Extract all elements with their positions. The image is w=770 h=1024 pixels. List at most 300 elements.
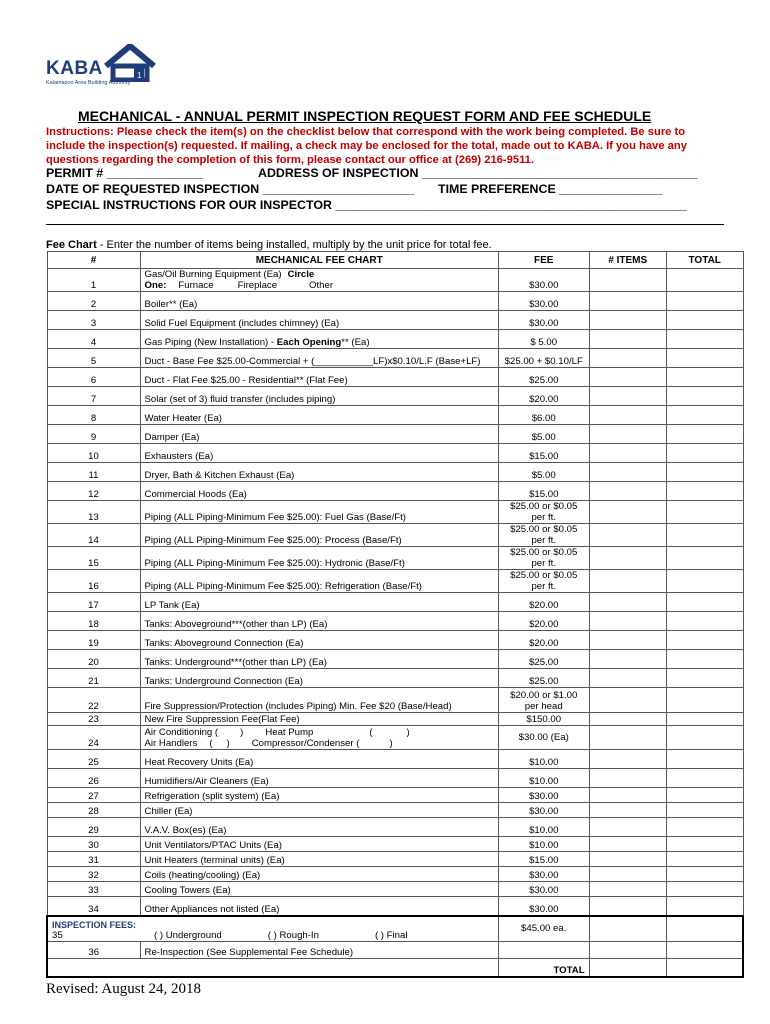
row-number: 16 [47,570,140,593]
items-input[interactable] [589,482,666,501]
table-row [47,750,743,769]
total-cell [666,750,743,769]
ac-label: Air Conditioning ( [144,727,219,738]
row-desc-text: Duct - Flat Fee $25.00 - Residential** (Flat Fee) [144,375,348,386]
items-input[interactable] [589,788,666,803]
items-input[interactable] [589,631,666,650]
row-desc-text: Unit Heaters (terminal units) (Ea) [144,855,285,866]
total-cell [666,916,743,942]
row-fee: $30.00 [498,803,589,818]
row-desc-text: Gas/Oil Burning Equipment (Ea) [144,269,282,280]
row-desc-text: Piping (ALL Piping-Minimum Fee $25.00): Refrigeration (Base/Ft) [144,581,422,592]
total-cell [666,688,743,713]
row-description [140,788,498,803]
row-description [140,867,498,882]
each-opening-label: Each Opening [276,337,342,348]
special-instructions-line[interactable] [46,224,724,225]
row-fee: $30.00 [498,897,589,916]
kaba-logo [46,44,156,92]
items-input[interactable] [589,524,666,547]
row-description [140,570,498,593]
row-number: 21 [47,669,140,688]
table-row [47,788,743,803]
total-cell [666,425,743,444]
row-description [140,368,498,387]
table-row [47,612,743,631]
col-items-header: # ITEMS [589,252,666,269]
total-cell [666,867,743,882]
ah-paren-open: ( [209,738,213,749]
hp-paren-close: ) [406,727,410,738]
row24-line2 [145,738,494,749]
items-input[interactable] [589,368,666,387]
row-number: 1 [47,269,140,292]
total-cell [666,818,743,837]
row-number: 18 [47,612,140,631]
row-number: 36 [47,942,140,959]
total-spacer [47,959,498,977]
row-fee: $25.00 [498,650,589,669]
row-number: 3 [47,311,140,330]
hp-paren-open: ( [369,727,373,738]
row-desc-text: Commercial Hoods (Ea) [144,489,247,500]
logo-tagline: Kalamazoo Area Building Authority [46,80,131,86]
row-fee: $25.00 or $0.05 per ft. [498,570,589,593]
total-cell [666,593,743,612]
row-number: 7 [47,387,140,406]
row-fee: $20.00 [498,631,589,650]
row-description [140,882,498,897]
table-row [47,387,743,406]
row-fee: $6.00 [498,406,589,425]
row-desc-text: Solid Fuel Equipment (includes chimney) (Ea) [144,318,340,329]
row-description [140,444,498,463]
row-desc-text: Tanks: Underground***(other than LP) (Ea) [144,657,327,668]
table-row [47,897,743,916]
svg-text:1: 1 [137,71,142,80]
row-description [140,524,498,547]
inspection-options [140,916,498,942]
row-fee: $10.00 [498,818,589,837]
items-input[interactable] [589,570,666,593]
address-field[interactable]: ADDRESS OF INSPECTION ________________________________________ [258,166,698,180]
table-row [47,803,743,818]
table-row [47,406,743,425]
table-row [47,669,743,688]
table-row [47,942,743,959]
row-desc-text: Dryer, Bath & Kitchen Exhaust (Ea) [144,470,295,481]
revised-date: Revised: August 24, 2018 [46,981,202,997]
table-row [47,570,743,593]
row-fee: $ 5.00 [498,330,589,349]
special-instructions-field[interactable]: SPECIAL INSTRUCTIONS FOR OUR INSPECTOR ___________________________________________________ [46,198,687,212]
table-row [47,444,743,463]
row-number: 28 [47,803,140,818]
row-number: 2 [47,292,140,311]
row-description [140,769,498,788]
total-cell [666,387,743,406]
row-desc-text: Other Appliances not listed (Ea) [144,903,280,915]
table-row [47,547,743,570]
row-fee [498,942,589,959]
col-num-header: # [47,252,140,269]
row-description [140,631,498,650]
row-description [140,269,498,292]
items-input[interactable] [589,269,666,292]
row-desc-text: Piping (ALL Piping-Minimum Fee $25.00): Hydronic (Base/Ft) [144,558,405,569]
row-description [140,406,498,425]
items-input[interactable] [589,803,666,818]
row-desc-text: Piping (ALL Piping-Minimum Fee $25.00): Fuel Gas (Base/Ft) [144,512,406,523]
row-description [140,669,498,688]
row-description [140,547,498,570]
items-input[interactable] [589,769,666,788]
option-furnace: Furnace [178,280,214,291]
items-input[interactable] [589,882,666,897]
col-total-header: TOTAL [666,252,743,269]
row-description [140,463,498,482]
row-number: 25 [47,750,140,769]
total-cell [666,406,743,425]
table-row [47,269,743,292]
table-row [47,593,743,612]
total-cell [666,269,743,292]
col-chart-header: MECHANICAL FEE CHART [140,252,498,269]
row-fee: $25.00 or $0.05 per ft. [498,547,589,570]
row24-line1 [145,727,494,738]
row-number: 31 [47,852,140,867]
table-row [47,311,743,330]
row-fee: $30.00 [498,311,589,330]
table-row [47,837,743,852]
row-number: 26 [47,769,140,788]
items-input[interactable] [589,650,666,669]
table-row [47,688,743,713]
row-desc-text: Refrigeration (split system) (Ea) [144,791,280,802]
row-fee: $45.00 ea. [498,916,589,942]
page-title: MECHANICAL - ANNUAL PERMIT INSPECTION REQUEST FORM AND FEE SCHEDULE [78,108,652,124]
total-cell [666,631,743,650]
items-input[interactable] [589,837,666,852]
row-description [140,425,498,444]
row-number: 29 [47,818,140,837]
ah-paren-close: ) [226,738,230,749]
total-cell [666,769,743,788]
table-row [47,482,743,501]
row-description [140,387,498,406]
table-row [47,650,743,669]
row-fee: $5.00 [498,463,589,482]
table-row [47,713,743,726]
row-fee: $15.00 [498,852,589,867]
inspection-fees-label: INSPECTION FEES: [52,920,137,930]
heat-pump-label: Heat Pump [265,727,314,738]
row-desc-text: Exhausters (Ea) [144,451,214,462]
row-fee: $30.00 [498,867,589,882]
comp-paren-close: ) [389,738,393,749]
option-rough-in: ( ) Rough-In [267,930,319,941]
compressor-label: Compressor/Condenser ( [251,738,360,749]
row-description [140,688,498,713]
row-description [140,330,498,349]
total-cell [666,837,743,852]
permit-field[interactable]: PERMIT # ______________ [46,166,204,180]
table-row [47,818,743,837]
instructions: Instructions: Please check the item(s) on the checklist below that correspond with the work being completed. Be sure to include the inspection(s) requested. If mailing, a check may be enclosed for the total, made out to KABA. If you have any questions regarding the completion of this form, please contact our office at (269) 216-9511. [46,126,687,166]
row-number: 4 [47,330,140,349]
row-fee: $30.00 [498,269,589,292]
row-fee: $15.00 [498,482,589,501]
row-fee: $30.00 [498,788,589,803]
row-description [140,837,498,852]
row-desc-text: Tanks: Aboveground***(other than LP) (Ea) [144,619,328,630]
fee-chart-caption [46,239,492,251]
items-input[interactable] [589,593,666,612]
row-fee: $30.00 (Ea) [498,726,589,750]
row-number: 17 [47,593,140,612]
row-number: 9 [47,425,140,444]
row-number: 33 [47,882,140,897]
ac-paren: ) [240,727,244,738]
items-input[interactable] [589,463,666,482]
row-number: 32 [47,867,140,882]
row-fee: $20.00 [498,387,589,406]
row-number: 10 [47,444,140,463]
row-desc-text: Fire Suppression/Protection (includes Piping) Min. Fee $20 (Base/Head) [144,701,452,712]
logo-name: KABA [46,58,103,79]
row-desc-text: Chiller (Ea) [144,806,193,817]
row-description [140,593,498,612]
row-number-35: 35 [52,930,63,941]
row-fee: $25.00 or $0.05 per ft. [498,524,589,547]
option-other: Other [309,280,334,291]
total-cell [666,612,743,631]
grand-total-input[interactable] [666,959,743,977]
items-input[interactable] [589,916,666,942]
row-desc-text: Damper (Ea) [144,432,200,443]
row-fee: $30.00 [498,292,589,311]
row-number: 11 [47,463,140,482]
table-row [47,463,743,482]
row-number: 19 [47,631,140,650]
circle-one-label: Circle One: [144,269,315,291]
total-cell [666,570,743,593]
row-desc-text: Unit Ventilators/PTAC Units (Ea) [144,840,282,851]
row-fee: $5.00 [498,425,589,444]
total-label: TOTAL [498,959,589,977]
time-preference-field[interactable]: TIME PREFERENCE _______________ [438,182,663,196]
total-cell [666,942,743,959]
row-number: 20 [47,650,140,669]
row-description [140,818,498,837]
row-fee: $25.00 [498,669,589,688]
table-row [47,631,743,650]
row-fee: $20.00 [498,612,589,631]
total-cell [666,726,743,750]
items-input[interactable] [589,867,666,882]
row-fee: $150.00 [498,713,589,726]
row-number: 34 [47,897,140,916]
row-fee: $20.00 [498,593,589,612]
total-cell [666,897,743,916]
option-fireplace: Fireplace [237,280,278,291]
items-input[interactable] [589,726,666,750]
items-input[interactable] [589,501,666,524]
row-fee: $10.00 [498,750,589,769]
total-cell [666,368,743,387]
table-row [47,330,743,349]
row-desc-text: Water Heater (Ea) [144,413,222,424]
items-input[interactable] [589,387,666,406]
table-row-inspection [47,916,743,942]
row-fee: $20.00 or $1.00 per head [498,688,589,713]
total-cell [666,349,743,368]
fee-table [46,251,744,978]
total-cell [666,852,743,867]
total-cell [666,444,743,463]
table-row [47,852,743,867]
air-handlers-label: Air Handlers [144,738,198,749]
row-number: 22 [47,688,140,713]
table-row [47,769,743,788]
row-fee: $10.00 [498,837,589,852]
total-cell [666,524,743,547]
row-description [140,612,498,631]
row-description [140,726,498,750]
row-description: Re-Inspection (See Supplemental Fee Schedule) [140,942,498,959]
row-number: 27 [47,788,140,803]
row-desc-text: Cooling Towers (Ea) [144,885,231,896]
total-cell [666,501,743,524]
row-desc-text: Tanks: Aboveground Connection (Ea) [144,638,304,649]
row-desc-text: Coils (heating/cooling) (Ea) [144,870,261,881]
table-row [47,524,743,547]
row-desc-text: Duct - Base Fee $25.00-Commercial + (___________LF)x$0.10/L.F (Base+LF) [144,356,481,367]
row-number: 12 [47,482,140,501]
row-desc-text: V.A.V. Box(es) (Ea) [144,825,227,836]
items-input[interactable] [589,750,666,769]
row-number: 23 [47,713,140,726]
row-description [140,713,498,726]
table-row [47,368,743,387]
row-number: 6 [47,368,140,387]
total-cell [666,713,743,726]
row-desc-text: Heat Recovery Units (Ea) [144,757,254,768]
row-fee: $25.00 or $0.05 per ft. [498,501,589,524]
items-input[interactable] [589,406,666,425]
row-number: 14 [47,524,140,547]
row-description [140,311,498,330]
items-input[interactable] [589,669,666,688]
items-input[interactable] [589,444,666,463]
table-row [47,867,743,882]
col-fee-header: FEE [498,252,589,269]
total-cell [666,803,743,818]
items-input[interactable] [589,897,666,916]
row-desc-text: Humidifiers/Air Cleaners (Ea) [144,776,269,787]
total-items-cell [589,959,666,977]
total-row [47,959,743,977]
option-underground: ( ) Underground [154,930,222,941]
total-cell [666,330,743,349]
house-logo-icon [104,44,156,82]
row-number: 8 [47,406,140,425]
items-input[interactable] [589,818,666,837]
items-input[interactable] [589,547,666,570]
option-final: ( ) Final [374,930,408,941]
row-desc-text: Boiler** (Ea) [144,299,198,310]
row-desc-text: LP Tank (Ea) [144,600,200,611]
row-fee: $15.00 [498,444,589,463]
total-cell [666,669,743,688]
total-cell [666,788,743,803]
total-cell [666,482,743,501]
row-desc-text: Gas Piping (New Installation) - [144,337,277,348]
table-row [47,425,743,444]
items-input[interactable] [589,612,666,631]
items-input[interactable] [589,292,666,311]
items-input[interactable] [589,942,666,959]
row-number: 24 [47,726,140,750]
total-cell [666,311,743,330]
items-input[interactable] [589,852,666,867]
row-number [47,916,140,942]
row-description [140,852,498,867]
total-cell [666,292,743,311]
total-cell [666,463,743,482]
row-description [140,501,498,524]
items-input[interactable] [589,349,666,368]
row-fee: $25.00 + $0.10/LF [498,349,589,368]
row-description [140,750,498,769]
fee-chart-note: - Enter the number of items being installed, multiply by the unit price for total fee. [96,239,492,251]
table-row [47,292,743,311]
items-input[interactable] [589,311,666,330]
row-desc-text: Piping (ALL Piping-Minimum Fee $25.00): Process (Base/Ft) [144,535,402,546]
total-cell [666,882,743,897]
row-fee: $10.00 [498,769,589,788]
row-number: 15 [47,547,140,570]
table-row [47,501,743,524]
row-description [140,803,498,818]
row-desc-text: Solar (set of 3) fluid transfer (includes piping) [144,394,336,405]
total-cell [666,547,743,570]
row-description [140,349,498,368]
items-input[interactable] [589,688,666,713]
fee-chart-label: Fee Chart [46,239,97,251]
items-input[interactable] [589,330,666,349]
date-field[interactable]: DATE OF REQUESTED INSPECTION ______________________ [46,182,415,196]
items-input[interactable] [589,425,666,444]
items-input[interactable] [589,713,666,726]
row-fee: $25.00 [498,368,589,387]
table-row [47,349,743,368]
row-desc-text: New Fire Suppression Fee(Flat Fee) [144,714,300,725]
row-number: 5 [47,349,140,368]
row-description [140,292,498,311]
row-description [140,897,498,916]
row-desc-tail: ** (Ea) [341,337,370,348]
table-row-24 [47,726,743,750]
row-desc-text: Tanks: Underground Connection (Ea) [144,676,303,687]
row-number: 30 [47,837,140,852]
row-description [140,482,498,501]
row-number: 13 [47,501,140,524]
table-row [47,882,743,897]
row-fee: $30.00 [498,882,589,897]
row-description [140,650,498,669]
total-cell [666,650,743,669]
